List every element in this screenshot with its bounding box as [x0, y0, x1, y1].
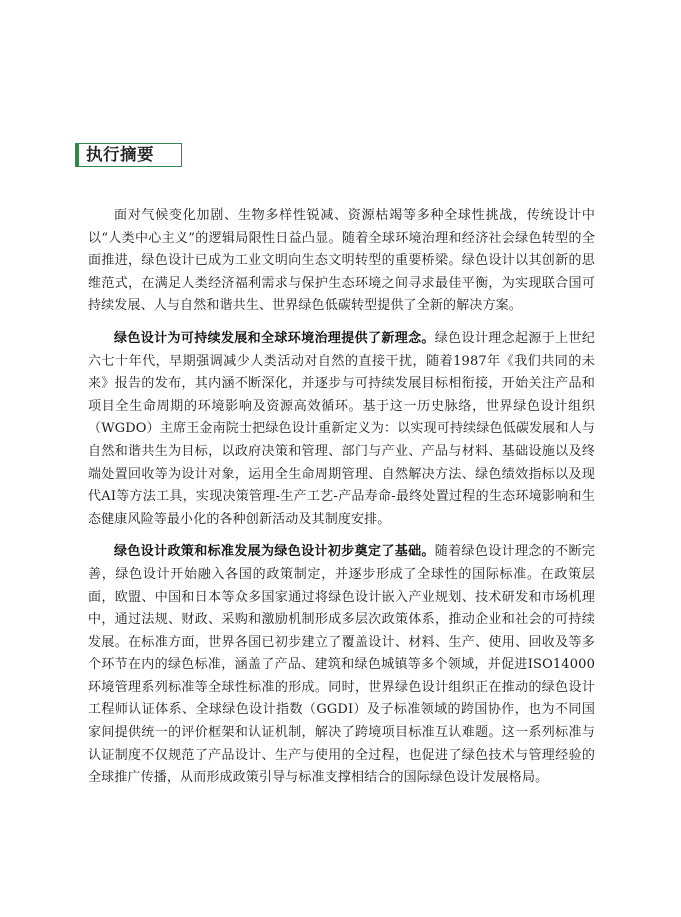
- paragraph-3: [88, 541, 595, 790]
- paragraph-2-text: 绿色设计理念起源于上世纪六七十年代，早期强调减少人类活动对自然的直接干扰，随着1987年《我们共同的未来》报告的发布，其内涵不断深化，并逐步与可持续发展目标相衔接，开始关注产品和项目全生命周期的环境影响及资源高效循环。基于这一历史脉络，世界绿色设计组织（WGDO）主席王金南院士把绿色设计重新定义为：以实现可持续绿色低碳发展和人与自然和谐共生为目标，以政府决策和管理、部门与产业、产品与材料、基础设施以及终端处置回收等为设计对象，运用全生命周期管理、自然解决方法、绿色绩效指标以及现代AI等方法工具，实现决策管理-生产工艺-产品寿命-最终处置过程的生态环境影响和生态健康风险等最小化的各种创新活动及其制度安排。: [88, 330, 595, 527]
- paragraph-3-lead: 绿色设计政策和标准发展为绿色设计初步奠定了基础。: [114, 544, 435, 560]
- paragraph-3-text: 随着绿色设计理念的不断完善，绿色设计开始融入各国的政策制定，并逐步形成了全球性的国际标准。在政策层面，欧盟、中国和日本等众多国家通过将绿色设计嵌入产业规划、技术研发和市场机理中，通过法规、财政、采购和激励机制形成多层次政策体系，推动企业和社会的可持续发展。在标准方面，世界各国已初步建立了覆盖设计、材料、生产、使用、回收及等多个环节在内的绿色标准，涵盖了产品、建筑和绿色城镇等多个领域，并促进ISO14000环境管理系列标准等全球性标准的形成。同时，世界绿色设计组织正在推动的绿色设计工程师认证体系、全球绿色设计指数（GGDI）及子标准领域的跨国协作，也为不同国家间提供统一的评价框架和认证机制，解决了跨境项目标准互认难题。这一系列标准与认证制度不仅规范了产品设计、生产与使用的全过程，也促进了绿色技术与管理经验的全球推广传播，从而形成政策引导与标准支撑相结合的国际绿色设计发展格局。: [88, 544, 595, 786]
- paragraph-2: [88, 328, 595, 531]
- paragraph-1: [88, 205, 595, 318]
- section-heading-accent-bar: [75, 143, 79, 167]
- section-heading-title: 执行摘要: [86, 145, 154, 164]
- paragraph-2-lead: 绿色设计为可持续发展和全球环境治理提供了新理念。: [114, 330, 435, 346]
- body-text: [88, 205, 595, 800]
- paragraph-1-text: 面对气候变化加剧、生物多样性锐减、资源枯竭等多种全球性挑战，传统设计中以“人类中心主义”的逻辑局限性日益凸显。随着全球环境治理和经济社会绿色转型的全面推进，绿色设计已成为工业文明向生态文明转型的重要桥梁。绿色设计以其创新的思维范式，在满足人类经济福利需求与保护生态环境之间寻求最佳平衡，为实现联合国可持续发展、人与自然和谐共生、世界绿色低碳转型提供了全新的解决方案。: [88, 208, 595, 314]
